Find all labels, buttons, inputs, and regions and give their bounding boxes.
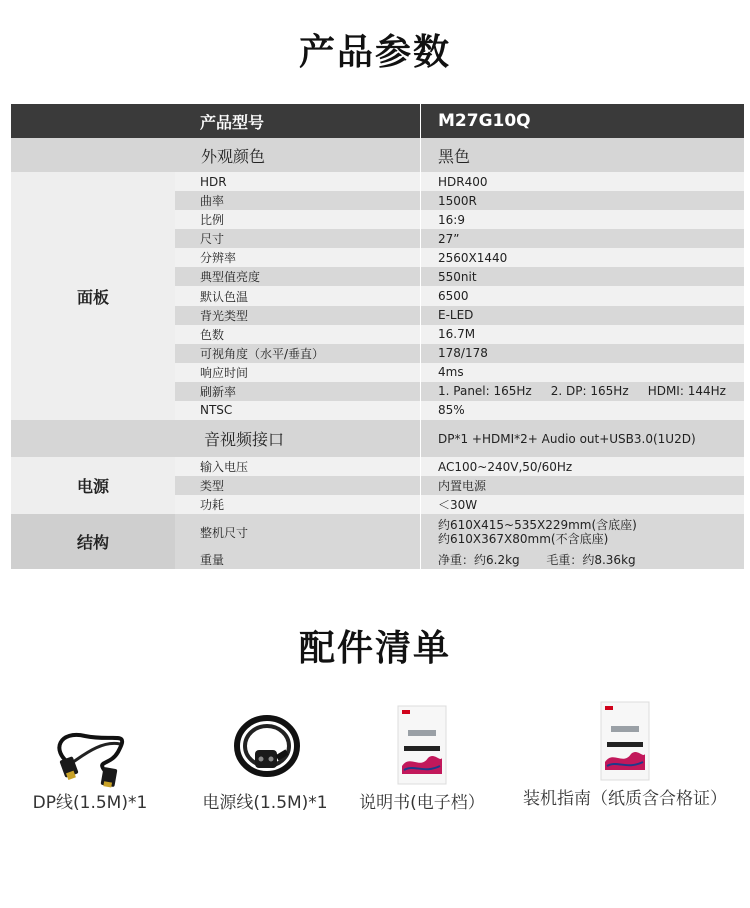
row-value: 85% bbox=[438, 403, 465, 418]
row-label: 默认色温 bbox=[200, 289, 249, 304]
row-value: 净重：约6.2kg 毛重：约8.36kg bbox=[438, 553, 636, 567]
color-row bbox=[11, 138, 744, 172]
row-value: 约610X415~535X229mm(含底座) bbox=[438, 518, 637, 532]
interface-label: 音视频接口 bbox=[204, 430, 285, 449]
row-label: NTSC bbox=[200, 403, 233, 418]
row-value: 4ms bbox=[438, 365, 464, 380]
table-row bbox=[175, 325, 744, 344]
table-row bbox=[175, 382, 744, 401]
row-value: 16.7M bbox=[438, 327, 476, 342]
accessory-manual bbox=[352, 704, 492, 813]
row-label: 背光类型 bbox=[200, 308, 249, 323]
row-label: 典型值亮度 bbox=[200, 270, 261, 285]
table-row bbox=[175, 344, 744, 363]
power-cable-icon bbox=[215, 700, 315, 788]
table-row bbox=[175, 363, 744, 382]
row-label: 尺寸 bbox=[200, 232, 225, 247]
row-label: 整机尺寸 bbox=[200, 525, 249, 540]
accessory-label: 电源线(1.5M)*1 bbox=[202, 793, 328, 813]
table-row bbox=[175, 514, 744, 550]
table-row bbox=[175, 229, 744, 248]
row-label: 比例 bbox=[200, 213, 225, 228]
row-value: HDR400 bbox=[438, 174, 488, 189]
accessory-power-cable bbox=[195, 700, 335, 813]
row-value: 550nit bbox=[438, 269, 477, 284]
group-panel bbox=[11, 172, 175, 420]
row-label: 重量 bbox=[200, 553, 225, 567]
accessory-label: 说明书(电子档） bbox=[359, 793, 485, 813]
row-label: 类型 bbox=[200, 479, 225, 493]
color-value: 黑色 bbox=[438, 146, 471, 166]
table-row bbox=[175, 401, 744, 420]
row-label: 可视角度（水平/垂直） bbox=[200, 346, 325, 361]
row-label: HDR bbox=[200, 174, 227, 189]
row-value: 内置电源 bbox=[438, 479, 487, 493]
row-value-2: 约610X367X80mm(不含底座) bbox=[438, 532, 609, 546]
row-value: 6500 bbox=[438, 289, 469, 303]
row-value: 16:9 bbox=[438, 212, 465, 227]
header-model: M27G10Q bbox=[438, 111, 531, 131]
spec-section-title: 产品参数 bbox=[298, 32, 451, 73]
table-row bbox=[175, 550, 744, 569]
row-value: 1. Panel: 165Hz 2. DP: 165Hz HDMI: 144Hz bbox=[438, 384, 726, 399]
table-row bbox=[175, 267, 744, 286]
table-header-row bbox=[11, 104, 744, 138]
row-value: 178/178 bbox=[438, 346, 488, 361]
row-value: 2560X1440 bbox=[438, 250, 508, 265]
row-value: 27” bbox=[438, 231, 460, 246]
table-row bbox=[175, 476, 744, 495]
table-row bbox=[175, 286, 744, 305]
accessory-label: DP线(1.5M)*1 bbox=[32, 793, 148, 813]
color-label: 外观颜色 bbox=[201, 146, 266, 166]
row-value: E-LED bbox=[438, 308, 474, 323]
group-structure-label: 结构 bbox=[76, 533, 109, 552]
accessory-section-title: 配件清单 bbox=[298, 628, 451, 669]
row-label: 功耗 bbox=[200, 498, 225, 512]
group-structure bbox=[11, 514, 175, 569]
table-row bbox=[175, 457, 744, 476]
accessory-dp-cable bbox=[20, 700, 160, 813]
group-panel-label: 面板 bbox=[76, 287, 109, 307]
table-row bbox=[175, 210, 744, 229]
install-guide-icon bbox=[595, 700, 655, 784]
table-row bbox=[175, 172, 744, 191]
header-label: 产品型号 bbox=[200, 112, 265, 132]
row-label: 输入电压 bbox=[200, 460, 249, 474]
interface-value: DP*1 +HDMI*2+ Audio out+USB3.0(1U2D) bbox=[438, 431, 696, 446]
accessory-label: 装机指南（纸质含合格证） bbox=[523, 789, 727, 809]
interface-row bbox=[11, 420, 744, 457]
row-label: 曲率 bbox=[200, 194, 225, 209]
table-row bbox=[175, 306, 744, 325]
row-value: 1500R bbox=[438, 193, 477, 208]
dp-cable-icon bbox=[40, 700, 140, 788]
table-row bbox=[175, 495, 744, 514]
group-power bbox=[11, 457, 175, 514]
row-label: 色数 bbox=[200, 327, 225, 342]
table-row bbox=[175, 248, 744, 267]
row-label: 响应时间 bbox=[200, 365, 249, 380]
row-label: 刷新率 bbox=[200, 384, 237, 399]
row-label: 分辨率 bbox=[200, 251, 237, 266]
accessory-install-guide bbox=[510, 700, 740, 809]
manual-icon bbox=[392, 704, 452, 788]
table-row bbox=[175, 191, 744, 210]
group-power-label: 电源 bbox=[76, 477, 109, 496]
row-value: ＜30W bbox=[438, 498, 478, 512]
row-value: AC100~240V,50/60Hz bbox=[438, 459, 573, 474]
